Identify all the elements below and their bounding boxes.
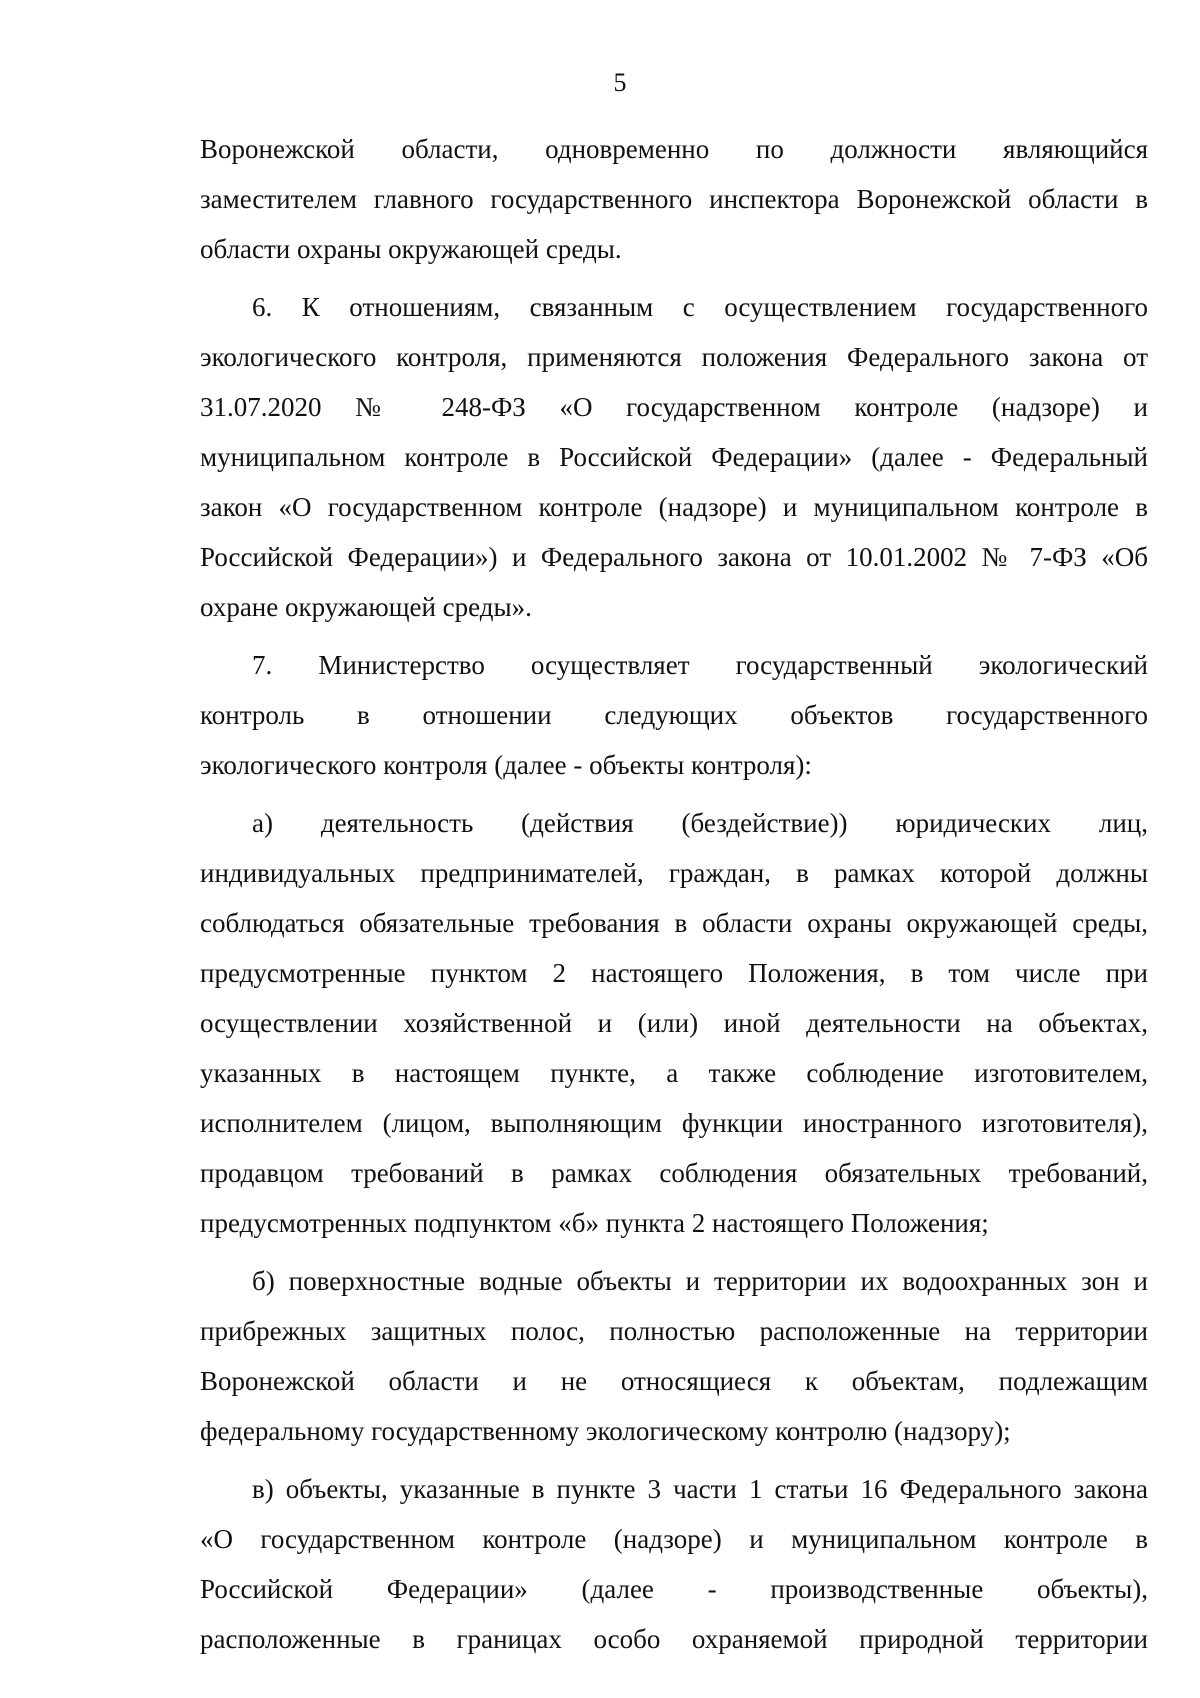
text-line: Воронежской области, одновременно по должности являющийся: [200, 134, 1148, 164]
text-line: продавцом требований в рамках соблюдения обязательных требований,: [200, 1158, 1148, 1188]
text-line: экологического контроля (далее - объекты контроля):: [200, 750, 812, 780]
text-line: муниципальном контроле в Российской Федерации» (далее - Федеральный: [200, 442, 1148, 472]
paragraph-subclause-b: [200, 1256, 1148, 1456]
paragraph-clause-6: [200, 282, 1148, 632]
text-line: прибрежных защитных полос, полностью расположенные на территории: [200, 1316, 1148, 1346]
text-line: области охраны окружающей среды.: [200, 234, 622, 264]
text-line: контроль в отношении следующих объектов государственного: [200, 700, 1148, 730]
text-line: 6. К отношениям, связанным с осуществлением государственного: [252, 292, 1148, 322]
text-line: осуществлении хозяйственной и (или) иной деятельности на объектах,: [200, 1008, 1148, 1038]
text-line: а) деятельность (действия (бездействие)) юридических лиц,: [252, 808, 1148, 838]
text-line: Воронежской области и не относящиеся к объектам, подлежащим: [200, 1366, 1148, 1396]
text-line: предусмотренные пунктом 2 настоящего Положения, в том числе при: [200, 958, 1148, 988]
text-line: расположенные в границах особо охраняемой природной территории: [200, 1624, 1148, 1654]
text-line: федеральному государственному экологическому контролю (надзору);: [200, 1416, 1011, 1446]
text-line: «О государственном контроле (надзоре) и муниципальном контроле в: [200, 1524, 1148, 1554]
text-line: исполнителем (лицом, выполняющим функции иностранного изготовителя),: [200, 1108, 1148, 1138]
paragraph-subclause-v: [200, 1464, 1148, 1664]
text-line: соблюдаться обязательные требования в области охраны окружающей среды,: [200, 908, 1148, 938]
document-body: [200, 124, 1148, 1664]
text-line: экологического контроля, применяются положения Федерального закона от: [200, 342, 1148, 372]
text-line: индивидуальных предпринимателей, граждан, в рамках которой должны: [200, 858, 1148, 888]
text-line: предусмотренных подпунктом «б» пункта 2 настоящего Положения;: [200, 1208, 989, 1238]
text-line: 31.07.2020 № 248-ФЗ «О государственном контроле (надзоре) и: [200, 392, 1148, 422]
text-line: Российской Федерации» (далее - производственные объекты),: [200, 1574, 1148, 1604]
paragraph-continuation: [200, 124, 1148, 274]
paragraph-clause-7: [200, 640, 1148, 790]
text-line: 7. Министерство осуществляет государственный экологический: [252, 650, 1148, 680]
text-line: указанных в настоящем пункте, а также соблюдение изготовителем,: [200, 1058, 1148, 1088]
text-line: б) поверхностные водные объекты и территории их водоохранных зон и: [252, 1266, 1148, 1296]
paragraph-subclause-a: [200, 798, 1148, 1248]
text-line: охране окружающей среды».: [200, 592, 532, 622]
text-line: Российской Федерации») и Федерального закона от 10.01.2002 № 7-ФЗ «Об: [200, 542, 1148, 572]
page-number: 5: [613, 68, 627, 97]
text-line: заместителем главного государственного инспектора Воронежской области в: [200, 184, 1148, 214]
text-line: закон «О государственном контроле (надзоре) и муниципальном контроле в: [200, 492, 1148, 522]
text-line: в) объекты, указанные в пункте 3 части 1 статьи 16 Федерального закона: [252, 1474, 1148, 1504]
